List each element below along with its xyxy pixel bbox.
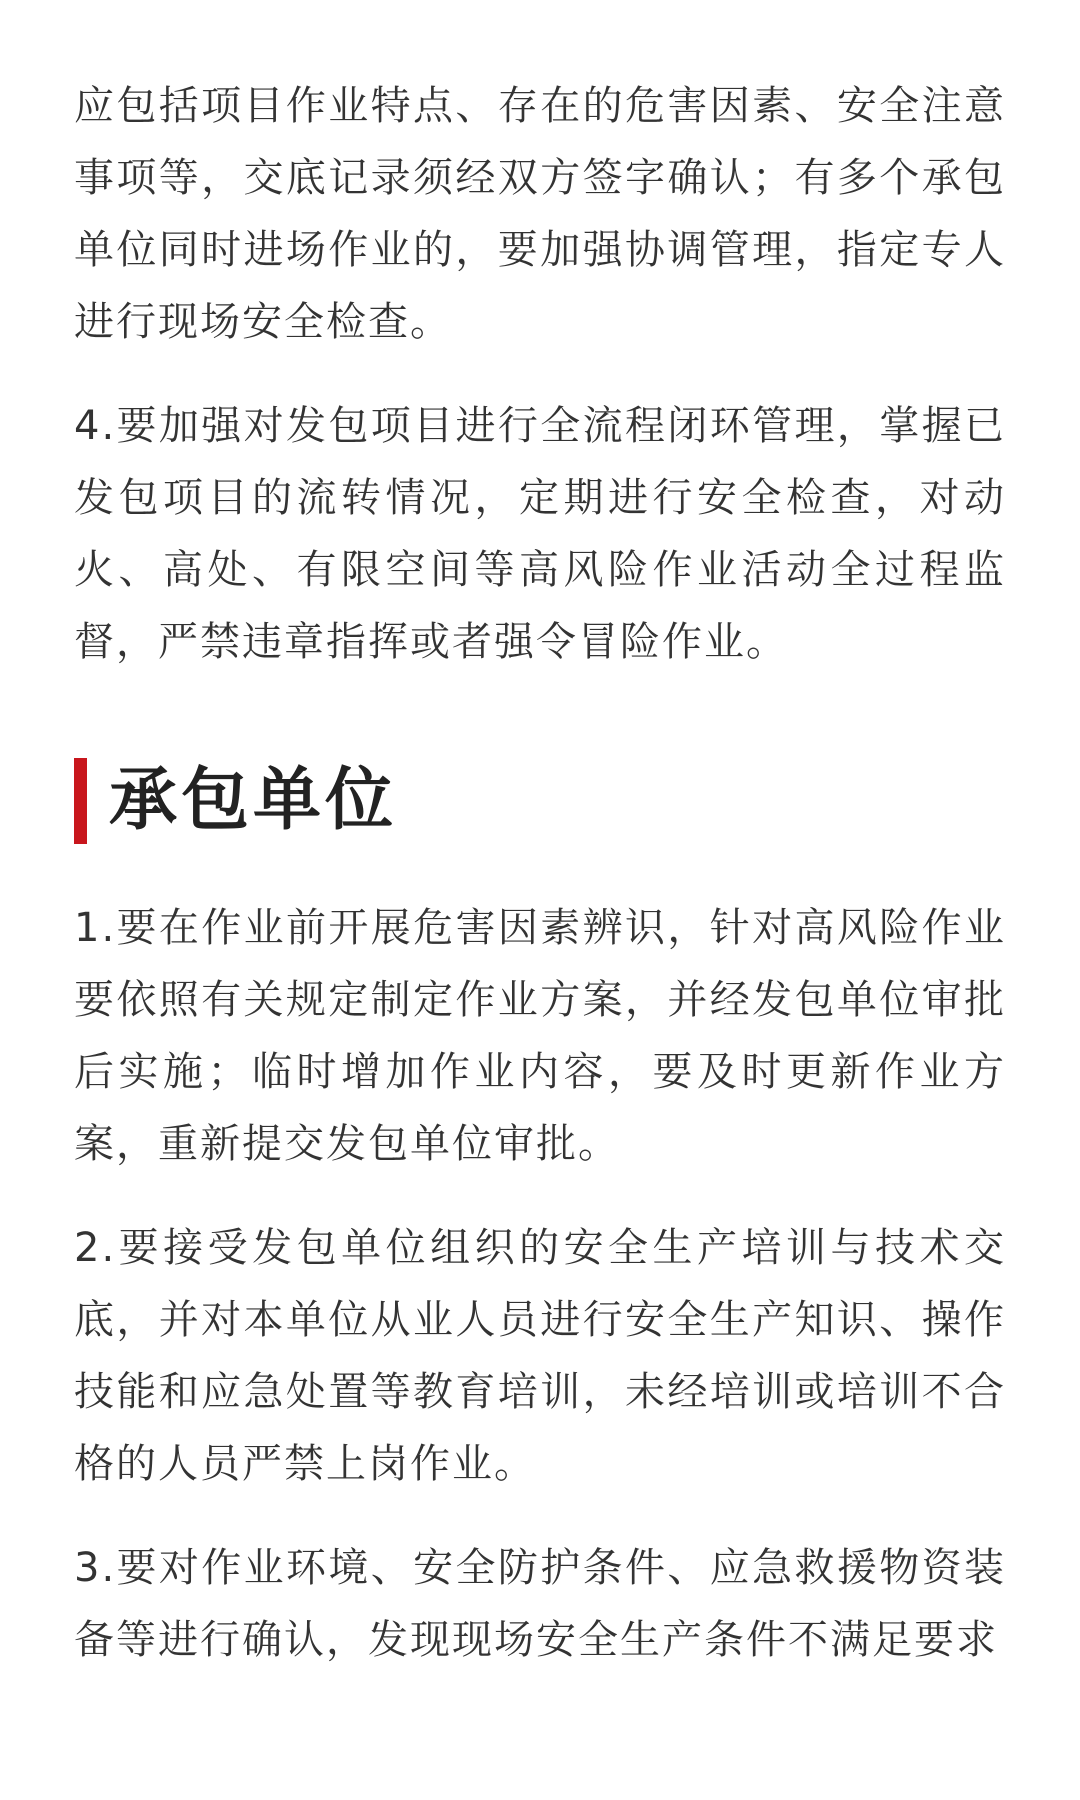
issuer-item-4: 4.要加强对发包项目进行全流程闭环管理，掌握已发包项目的流转情况，定期进行安全检查，对动火、高处、有限空间等高风险作业活动全过程监督，严禁违章指挥或者强令冒险作业。 — [74, 403, 1006, 665]
section-heading — [74, 758, 1006, 844]
contractor-item-3: 3.要对作业环境、安全防护条件、应急救援物资装备等进行确认，发现现场安全生产条件不满足要求 — [74, 1545, 1006, 1663]
heading-accent-bar — [74, 758, 87, 844]
contractor-item-2: 2.要接受发包单位组织的安全生产培训与技术交底，并对本单位从业人员进行安全生产知识、操作技能和应急处置等教育培训，未经培训或培训不合格的人员严禁上岗作业。 — [74, 1225, 1006, 1487]
intro-paragraph: 应包括项目作业特点、存在的危害因素、安全注意事项等，交底记录须经双方签字确认；有多个承包单位同时进场作业的，要加强协调管理，指定专人进行现场安全检查。 — [74, 83, 1006, 345]
section-title: 承包单位 — [109, 761, 398, 840]
contractor-item-1: 1.要在作业前开展危害因素辨识，针对高风险作业要依照有关规定制定作业方案，并经发包单位审批后实施；临时增加作业内容，要及时更新作业方案，重新提交发包单位审批。 — [74, 905, 1006, 1167]
